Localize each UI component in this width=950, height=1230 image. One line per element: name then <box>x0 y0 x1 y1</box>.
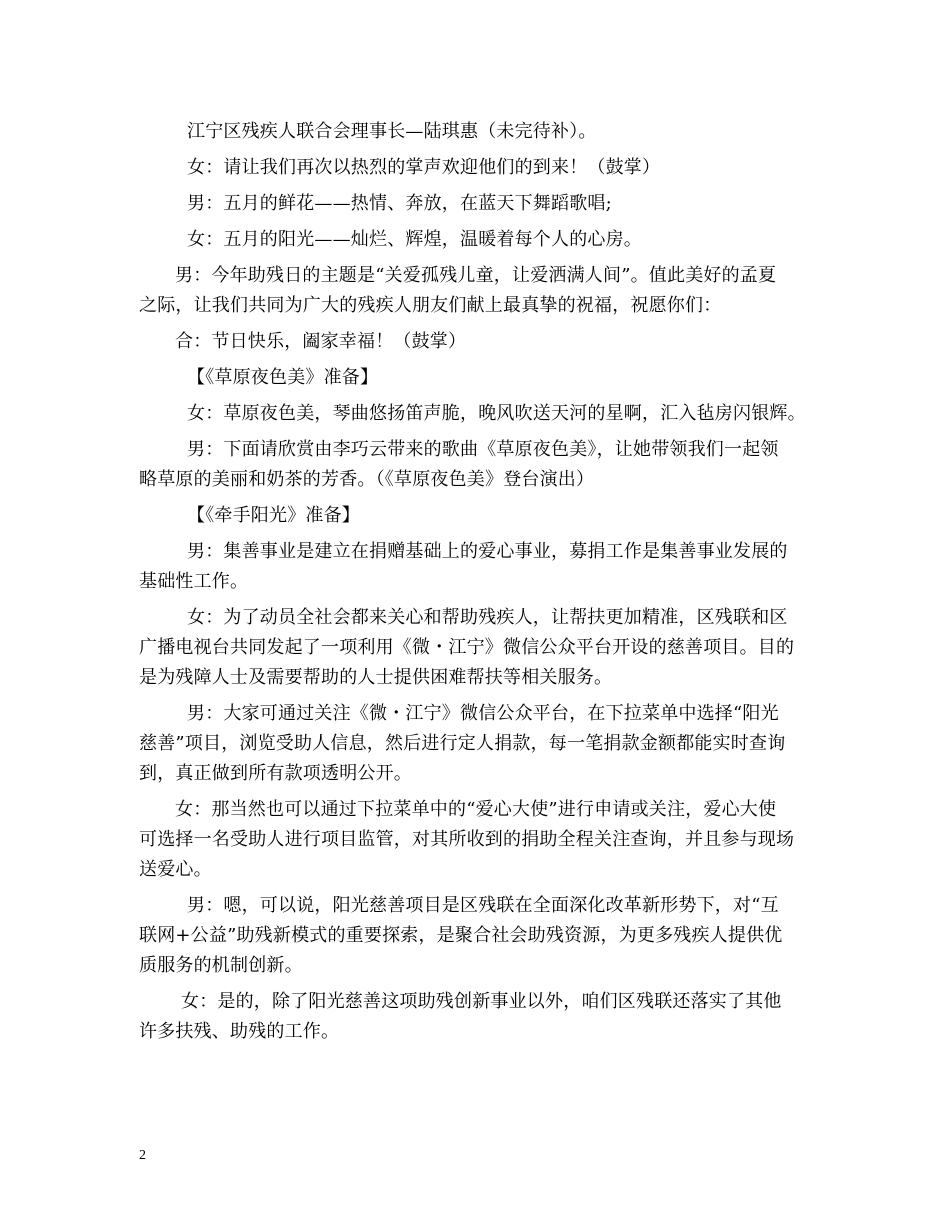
text-line: 基础性工作。 <box>139 571 249 592</box>
section-heading: 【《草原夜色美》准备】 <box>187 367 379 388</box>
text-line: 女：五月的阳光——灿烂、辉煌，温暖着每个人的心房。 <box>187 229 642 250</box>
text-line: 男：集善事业是建立在捐赠基础上的爱心事业，募捐工作是集善事业发展的 <box>187 541 788 562</box>
page-number: 2 <box>139 1148 146 1163</box>
section-heading: 【《牵手阳光》准备】 <box>187 505 360 526</box>
text-line: 男：大家可通过关注《微・江宁》微信公众平台，在下拉菜单中选择“阳光 <box>187 703 779 724</box>
text-line: 之际，让我们共同为广大的残疾人朋友们献上最真挚的祝福，祝愿你们： <box>139 295 722 316</box>
text-line: 许多扶残、助残的工作。 <box>139 1021 340 1042</box>
text-line: 女：请让我们再次以热烈的掌声欢迎他们的到来！（鼓掌） <box>187 157 661 178</box>
text-line: 可选择一名受助人进行项目监管，对其所收到的捐助全程关注查询，并且参与现场 <box>139 829 795 850</box>
text-line: 女：那当然也可以通过下拉菜单中的“爱心大使”进行申请或关注，爱心大使 <box>175 799 777 820</box>
text-line: 女：草原夜色美，琴曲悠扬笛声脆，晚风吹送天河的星啊，汇入毡房闪银辉。 <box>187 403 806 424</box>
document-body <box>139 117 815 1047</box>
text-line: 慈善”项目，浏览受助人信息，然后进行定人捐款，每一笔捐款金额都能实时查询 <box>139 733 786 754</box>
text-line: 合：节日快乐，阖家幸福！（鼓掌） <box>175 331 467 352</box>
text-line: 江宁区残疾人联合会理事长—陆琪惠（未完待补）。 <box>187 121 597 142</box>
text-line: 男：嗯，可以说，阳光慈善项目是区残联在全面深化改革新形势下，对“互 <box>187 895 779 916</box>
text-line: 到，真正做到所有款项透明公开。 <box>139 763 412 784</box>
text-line: 略草原的美丽和奶茶的芳香。（《草原夜色美》登台演出） <box>139 469 595 490</box>
text-line: 男：五月的鲜花——热情、奔放，在蓝天下舞蹈歌唱; <box>187 193 612 214</box>
text-line: 女：是的，除了阳光慈善这项助残创新事业以外，咱们区残联还落实了其他 <box>181 991 782 1012</box>
text-line: 联网+公益”助残新模式的重要探索，是聚合社会助残资源，为更多残疾人提供优 <box>139 925 783 946</box>
text-line: 女：为了动员全社会都来关心和帮助残疾人，让帮扶更加精准，区残联和区 <box>187 607 788 628</box>
text-line: 广播电视台共同发起了一项利用《微・江宁》微信公众平台开设的慈善项目。目的 <box>139 637 795 658</box>
text-line: 男：今年助残日的主题是“关爱孤残儿童，让爱洒满人间”。值此美好的孟夏 <box>175 265 777 286</box>
text-line: 是为残障人士及需要帮助的人士提供困难帮扶等相关服务。 <box>139 667 613 688</box>
text-line: 质服务的机制创新。 <box>139 955 303 976</box>
text-line: 送爱心。 <box>139 859 212 880</box>
text-line: 男：下面请欣赏由李巧云带来的歌曲《草原夜色美》，让她带领我们一起领 <box>187 439 779 460</box>
